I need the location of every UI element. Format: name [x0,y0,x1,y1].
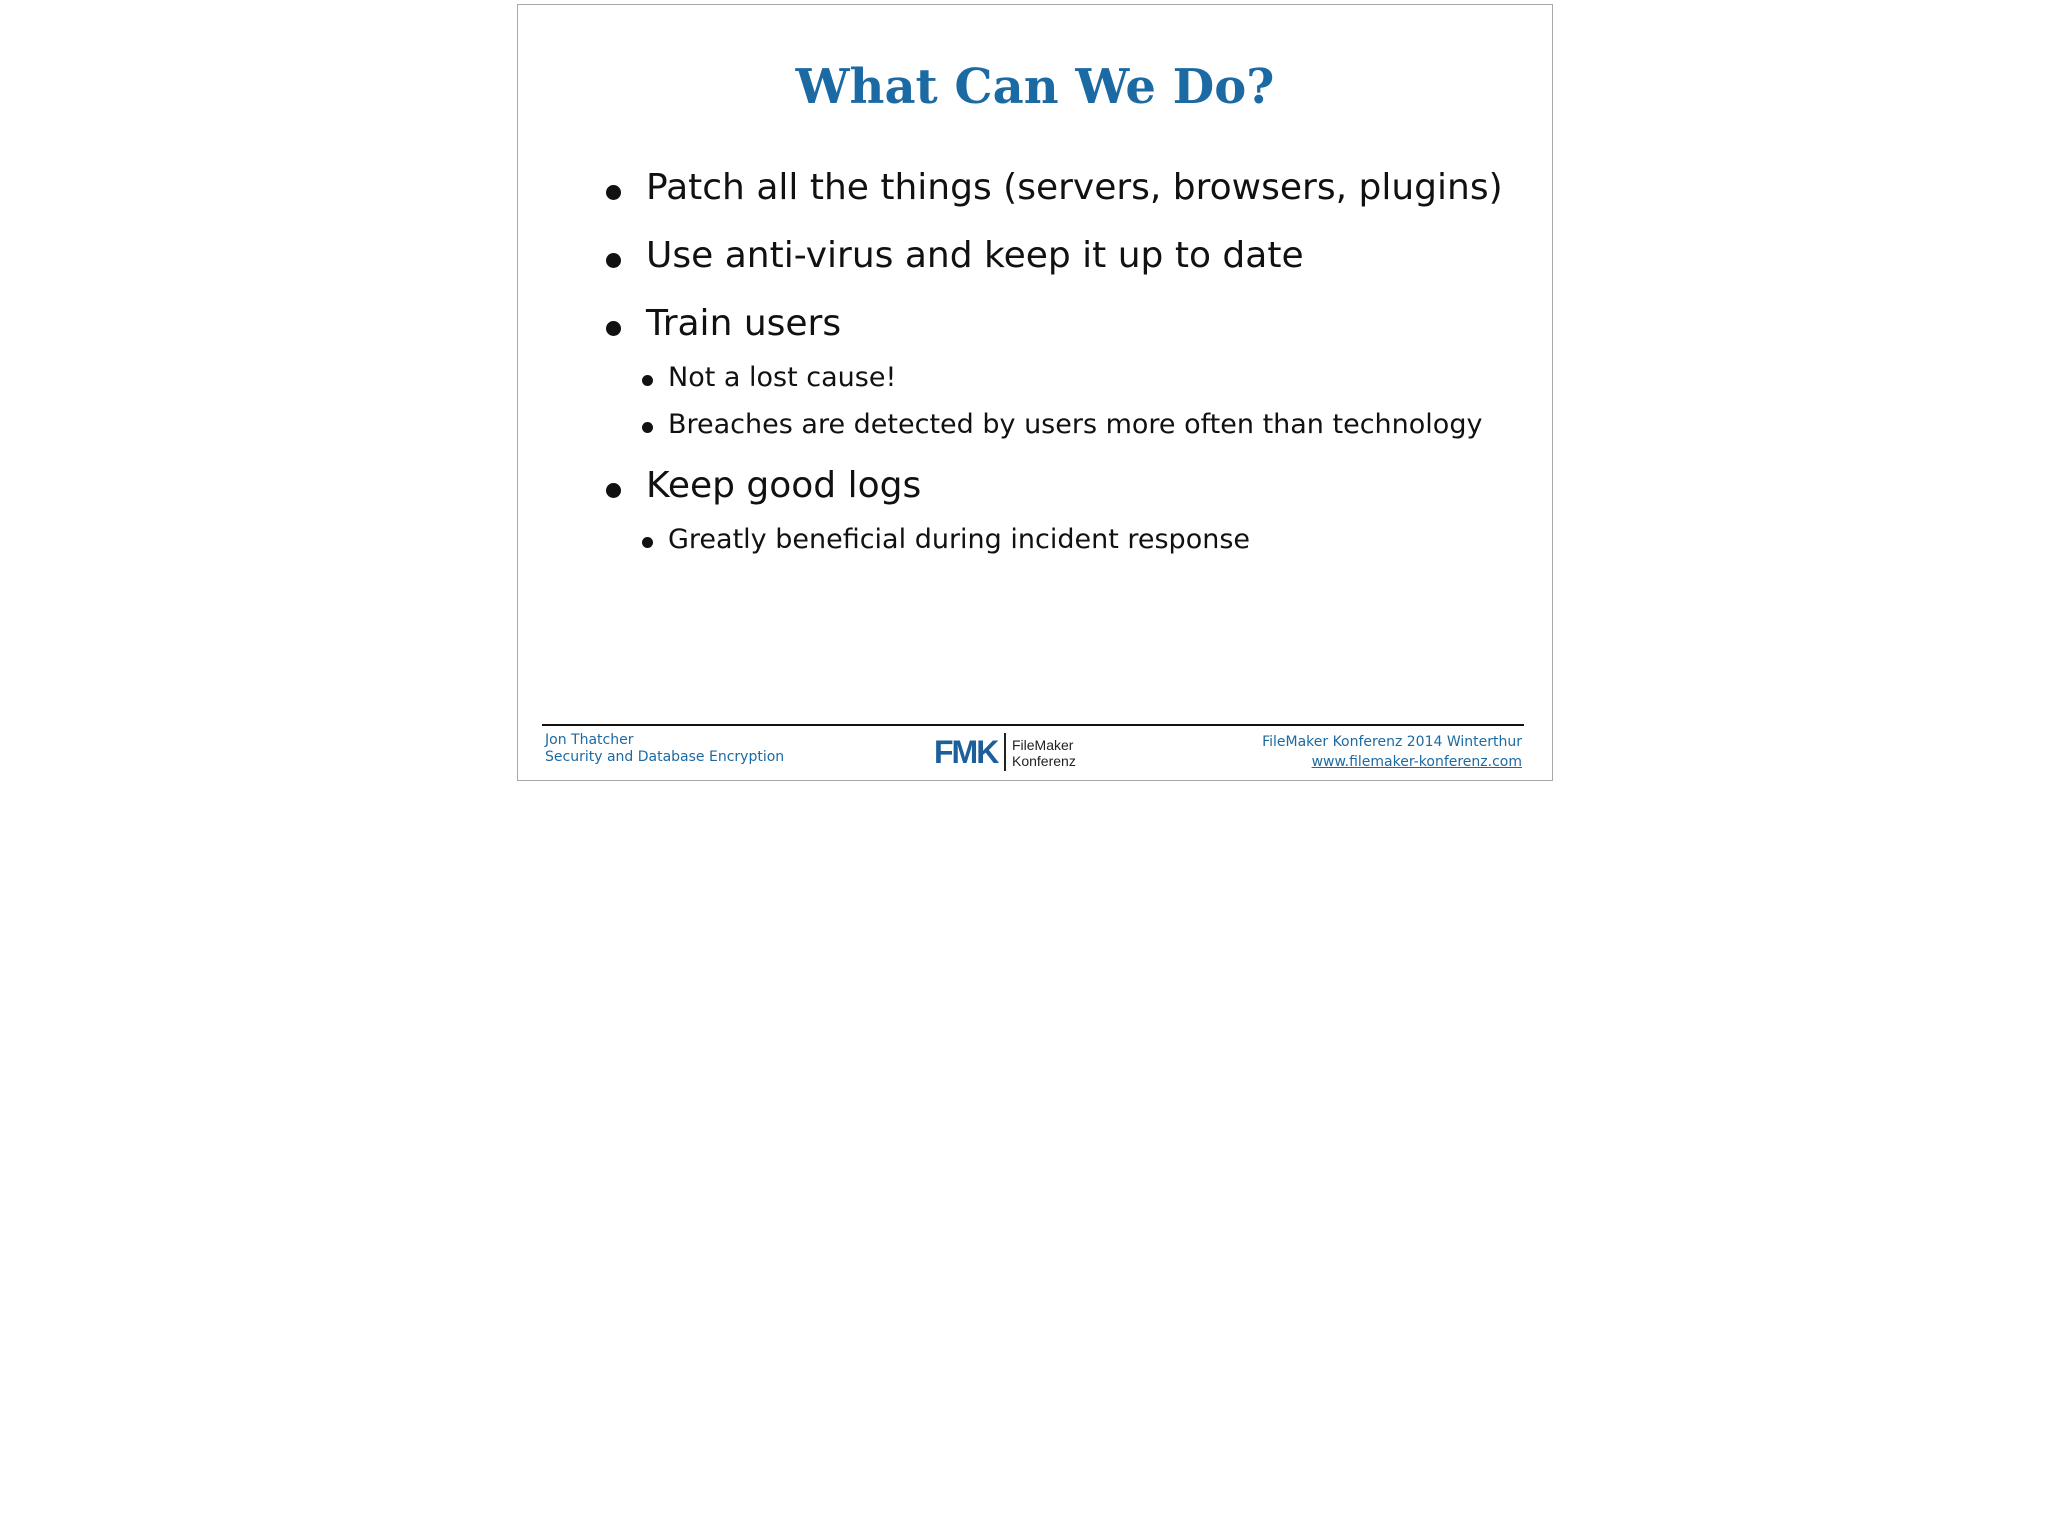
sub-bullet-text: Greatly beneficial during incident response [668,524,1251,555]
sub-bullet-dot-icon [642,537,653,548]
footer-author: Jon Thatcher [545,732,634,748]
bullet-text: Train users [646,303,842,344]
sub-bullet-text: Breaches are detected by users more often than technology [668,409,1483,440]
bullet-dot-icon [606,483,621,498]
footer-presenter [545,732,784,766]
bullet-dot-icon [606,185,621,200]
bullet-text: Patch all the things (servers, browsers, plugins) [646,167,1503,208]
sub-bullet-dot-icon [642,375,653,386]
footer-event-name: FileMaker Konferenz 2014 Winterthur [1262,734,1522,750]
fmk-logo [934,730,1094,774]
bullet-text: Use anti-virus and keep it up to date [646,235,1304,276]
bullet-dot-icon [606,321,621,336]
footer-divider [542,724,1524,726]
footer-event-info [1262,732,1522,772]
sub-bullet-text: Not a lost cause! [668,362,897,393]
logo-brand-line2: Konferenz [1012,753,1076,769]
fmk-logo-mark: FMK [934,734,998,770]
footer-website-link[interactable]: www.filemaker-konferenz.com [1311,754,1522,770]
logo-brand-line1: FileMaker [1012,737,1074,753]
bullet-text: Keep good logs [646,465,922,506]
slide-title: What Can We Do? [795,59,1275,115]
slide [517,4,1553,781]
footer-talk-title: Security and Database Encryption [545,749,785,765]
sub-bullet-dot-icon [642,422,653,433]
logo-separator [1004,733,1006,771]
bullet-dot-icon [606,253,621,268]
logo-brand-text [1012,737,1076,769]
